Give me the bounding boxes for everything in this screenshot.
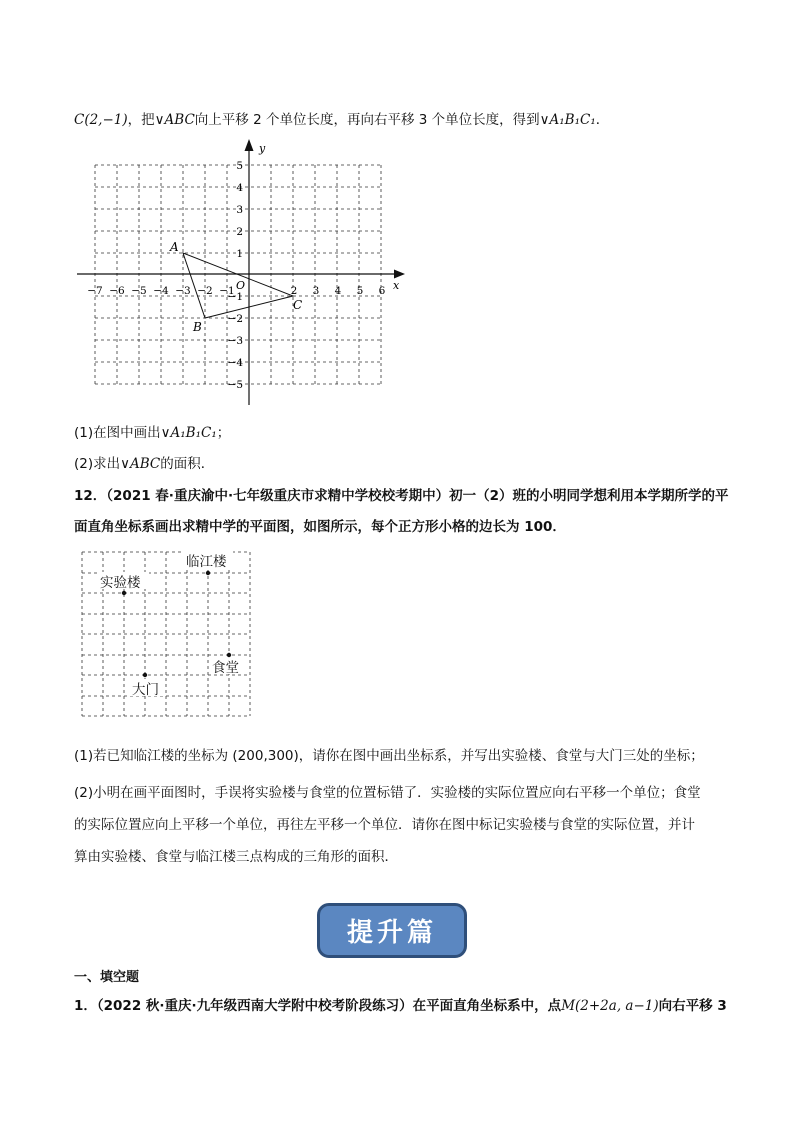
q12-part2-line1: (2)小明在画平面图时，手误将实验楼与食堂的位置标错了．实验楼的实际位置应向右平移一个单位；食堂 — [74, 785, 701, 801]
y-tick: 4 — [236, 182, 243, 194]
q12-header-line2 — [74, 515, 566, 535]
triangle-a1b1c1: ∨A₁B₁C₁ — [539, 112, 596, 128]
y-tick: −1 — [227, 291, 243, 303]
shitang-label: 食堂 — [212, 660, 239, 676]
x-axis-arrow — [394, 270, 405, 279]
x-tick: 5 — [356, 285, 364, 297]
intro-end: ． — [595, 112, 610, 128]
q11-part2 — [74, 452, 214, 472]
shitang-point — [227, 653, 231, 657]
y-axis-label: y — [259, 142, 266, 155]
q1-end-text: 向右平移 3 — [658, 998, 727, 1014]
school-map-figure — [78, 548, 254, 720]
point-c-coord: C(2,−1) — [74, 112, 128, 128]
x-tick: 2 — [290, 285, 298, 297]
x-tick: −4 — [153, 285, 169, 297]
y-axis-arrow — [245, 139, 254, 151]
x-tick: −6 — [109, 285, 125, 297]
part-end: ； — [216, 425, 231, 441]
intro-text: ，把 — [127, 112, 155, 128]
damen-label: 大门 — [132, 682, 159, 698]
section-banner: 提升篇 — [317, 903, 467, 958]
q11-part1 — [74, 421, 230, 441]
q12-part1: (1)若已知临江楼的坐标为 (200,300)，请你在图中画出坐标系，并写出实验楼、食堂与大门三处的坐标； — [74, 748, 704, 764]
y-tick: −5 — [227, 379, 243, 391]
triangle-abc: ∨ABC — [120, 456, 161, 472]
part-text: 求出 — [93, 456, 121, 472]
q12-part2-line2: 的实际位置应向上平移一个单位，再往左平移一个单位．请你在图中标记实验楼与食堂的实际位置，并计 — [74, 817, 695, 833]
y-tick: 5 — [236, 160, 243, 172]
part-number: (1) — [74, 425, 94, 441]
y-tick: 2 — [236, 226, 243, 238]
x-tick: −1 — [219, 285, 235, 297]
x-tick: −5 — [131, 285, 147, 297]
x-tick: −7 — [87, 285, 103, 297]
part-number: (2) — [74, 456, 94, 472]
y-tick: −2 — [227, 313, 243, 325]
coordinate-grid-figure — [70, 138, 415, 410]
shiyan-label: 实验楼 — [100, 575, 141, 591]
linjiang-label: 临江楼 — [186, 554, 227, 570]
y-tick: −3 — [227, 335, 243, 347]
part-end: 的面积． — [160, 456, 215, 472]
damen-point — [143, 673, 147, 677]
x-tick: −3 — [175, 285, 191, 297]
shiyan-point — [122, 591, 126, 595]
point-c-label: C — [293, 298, 303, 312]
section-title: 一、填空题 — [74, 970, 140, 985]
section-q1 — [74, 994, 727, 1014]
y-tick: −4 — [227, 357, 243, 369]
origin-label: O — [236, 279, 246, 292]
q1-text: 1．（2022 秋·重庆·九年级西南大学附中校考阶段练习）在平面直角坐标系中，点 — [74, 998, 562, 1014]
x-axis-label: x — [393, 279, 400, 292]
triangle-abc: ∨ABC — [154, 112, 195, 128]
x-tick: 3 — [312, 285, 320, 297]
question11-intro — [74, 108, 609, 128]
intro-translation-text: 向上平移 2 个单位长度，再向右平移 3 个单位长度，得到 — [194, 112, 540, 128]
x-tick: 4 — [334, 285, 342, 297]
q12-header-line1: 12．（2021 春·重庆渝中·七年级重庆市求精中学校校考期中）初一（2）班的小明同学想利用本学期所学的平 — [74, 488, 729, 504]
x-tick: 6 — [378, 285, 386, 297]
part-text: 在图中画出 — [93, 425, 161, 441]
q12-part2-line3: 算由实验楼、食堂与临江楼三点构成的三角形的面积． — [74, 849, 398, 865]
x-tick: −2 — [197, 285, 213, 297]
point-b-label: B — [193, 320, 202, 334]
q12-header-text: 面直角坐标系画出求精中学的平面图，如图所示，每个正方形小格的边长为 100． — [74, 519, 566, 535]
q1-point-m: M(2+2a, a−1) — [561, 998, 659, 1014]
y-tick: 1 — [236, 248, 243, 260]
y-tick: 3 — [236, 204, 243, 216]
triangle-a1b1c1: ∨A₁B₁C₁ — [160, 425, 217, 441]
point-a-label: A — [170, 240, 179, 254]
linjiang-point — [206, 571, 210, 575]
